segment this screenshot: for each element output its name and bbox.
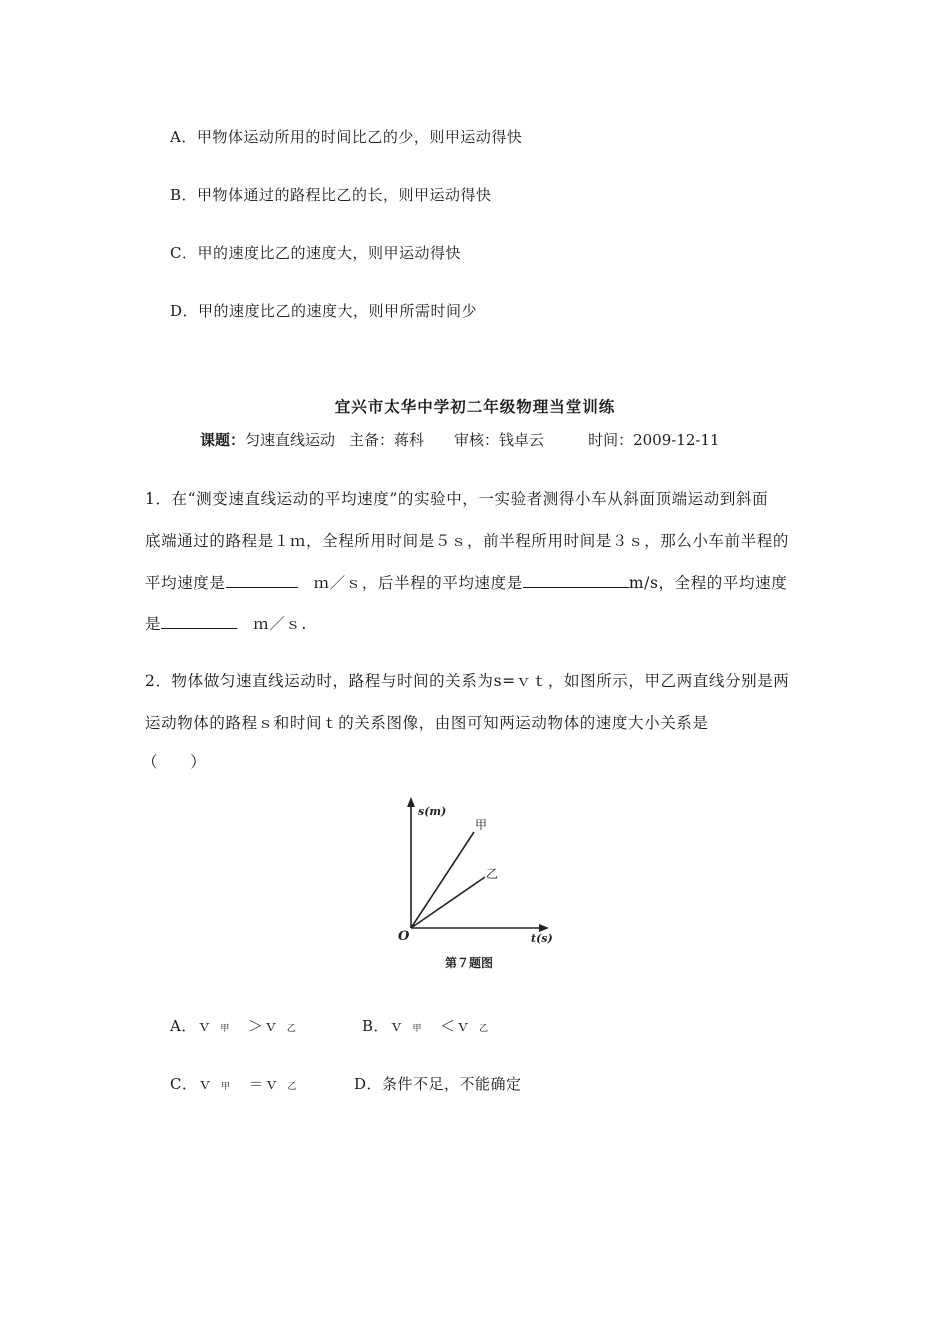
figure-caption: 第７题图 [445,956,494,970]
option-a-sub1: 甲 [220,1024,230,1034]
answer-blank-3[interactable] [161,614,237,629]
option-b[interactable] [362,1015,489,1036]
origin-label: O [398,929,410,944]
line-yi-label: 乙 [486,867,499,881]
y-axis-arrow-icon [407,797,415,807]
option-c-mid: ＝ｖ [248,1075,280,1093]
q1-line2: 底端通过的路程是１ｍ，全程所用时间是５ｓ，前半程所用时间是３ｓ，那么小车前半程的 [145,532,790,550]
line-jia [411,832,474,928]
option-b-sub1: 甲 [412,1024,423,1034]
option-c-label: C．ｖ [170,1075,213,1093]
x-axis-arrow-icon [539,924,549,932]
topic-label: 课题： [200,431,246,449]
answer-blank-2[interactable] [523,573,629,588]
preparer: 主备：蒋科 [349,431,425,449]
q1-line3 [145,571,787,593]
date: 时间：2009-12-11 [588,431,720,449]
q1-line3-b: ｍ／ｓ，后半程的平均速度是 [313,574,523,592]
reviewer: 审核：钱卓云 [454,431,545,449]
page-title: 宜兴市太华中学初二年级物理当堂训练 [334,397,616,416]
line-yi [411,877,485,928]
option-a-prev: A．甲物体运动所用的时间比乙的少，则甲运动得快 [170,128,523,146]
option-a-sub2: 乙 [286,1024,297,1034]
q1-line4-a: 是 [145,615,162,633]
option-b-mid: ＜ｖ [440,1017,472,1035]
q2-line1: 2．物体做匀速直线运动时，路程与时间的关系为s=ｖｔ，如图所示，甲乙两直线分别是两 [145,672,790,690]
meta-line [200,429,720,450]
line-jia-label: 甲 [475,818,488,832]
option-a[interactable] [170,1015,296,1036]
option-c-prev: C．甲的速度比乙的速度大，则甲运动得快 [170,244,461,262]
q2-answer-bracket: （ ） [142,753,207,771]
q2-line2: 运动物体的路程ｓ和时间ｔ的关系图像，由图可知两运动物体的速度大小关系是 [145,714,709,732]
q1-line3-c: m/s，全程的平均速度 [628,574,788,592]
option-b-sub2: 乙 [479,1024,489,1034]
q1-line1: 1．在“测变速直线运动的平均速度”的实验中，一实验者测得小车从斜面顶端运动到斜面 [145,490,769,508]
option-c[interactable] [170,1073,297,1094]
option-d-prev: D．甲的速度比乙的速度大，则甲所需时间少 [170,302,478,320]
q1-line3-a: 平均速度是 [145,574,226,592]
option-c-sub2: 乙 [287,1082,298,1092]
q1-line4-b: ｍ／ｓ. [253,615,307,633]
st-graph-figure [385,795,565,980]
option-a-mid: ＞ｖ [247,1017,279,1035]
option-b-label: B．ｖ [362,1017,405,1035]
option-c-sub1: 甲 [220,1082,231,1092]
q1-line4 [145,612,307,634]
option-d[interactable]: D．条件不足，不能确定 [354,1075,522,1093]
option-b-prev: B．甲物体通过的路程比乙的长，则甲运动得快 [170,186,492,204]
option-a-label: A．ｖ [170,1017,213,1035]
y-axis-label: s(m) [418,805,447,818]
x-axis-label: t(s) [531,932,553,945]
answer-blank-1[interactable] [226,573,298,588]
topic: 匀速直线运动 [245,431,336,449]
